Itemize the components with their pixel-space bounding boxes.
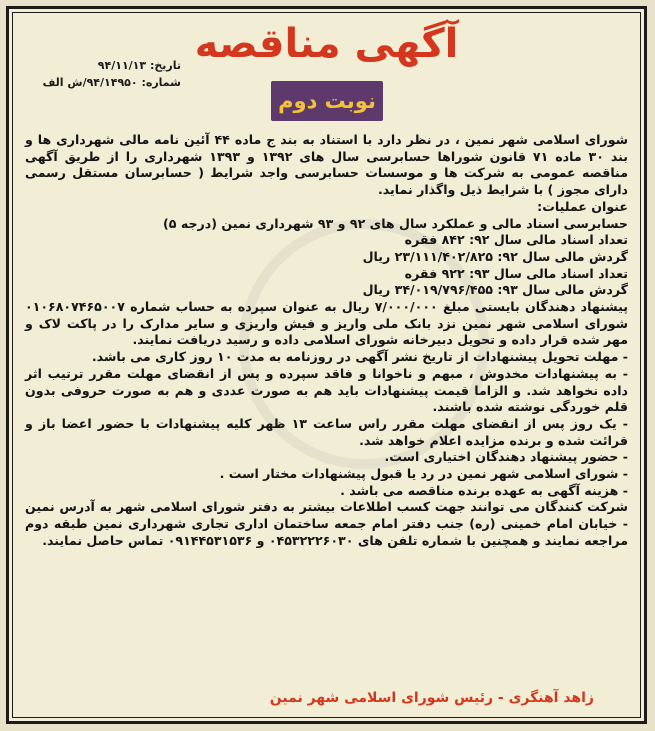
deposit-paragraph: پیشنهاد دهندگان بایستی مبلغ ۷/۰۰۰/۰۰۰ ریال به عنوان سپرده به حساب شماره ۰۱۰۶۸۰۷۴۶۵۰۰۷ شورای اسلامی شهر نمین نزد بانک ملی واریز و فیش واریزی و سایر مدارک را در پاکت لاک و مهر شده قرار داده و تحویل دبیرخانه شورای اسلامی داده و رسید دریافت نمایند. — [25, 299, 628, 348]
notice-meta — [31, 57, 181, 91]
notice-number: شماره: ۹۴/۱۴۹۵۰/ش الف — [42, 76, 181, 89]
condition-invalid-bids: - به پیشنهادات مخدوش ، مبهم و ناخوانا و فاقد سپرده و پس از انقضای مهلت مقرر ترتیب اثر داده نخواهد شد. و الزاما قیمت پیشنهادات باید هم به صورت عددی و هم به صورت حروفی بدون قلم خوردگی نوشته شده باشند. — [25, 365, 628, 415]
docs-count-92: تعداد اسناد مالی سال ۹۲: ۸۴۲ فقره — [404, 232, 628, 248]
notice-body — [25, 132, 628, 550]
intro-paragraph: شورای اسلامی شهر نمین ، در نظر دارد با استناد به بند ج ماده ۴۴ آئین نامه مالی شهرداری ها و بند ۳۰ ماده ۷۱ قانون شوراها حسابرسی سال های ۱۳۹۲ و ۱۳۹۳ شهرداری را از طریق آگهی مناقصه عمومی به شرکت ها و موسسات حسابرسی واجد شرایط ( حسابرسان مستقل رسمی دارای مجوز ) با شرایط ذیل واگذار نماید. — [25, 132, 628, 198]
condition-council-right: - شورای اسلامی شهر نمین در رد یا قبول پیشنهادات مختار است . — [219, 466, 628, 482]
notice-title: آگهی مناقصه — [194, 21, 459, 67]
docs-count-93: تعداد اسناد مالی سال ۹۳: ۹۲۲ فقره — [404, 265, 628, 281]
operation-title: حسابرسی اسناد مالی و عملکرد سال های ۹۲ و ۹۳ شهرداری نمین (درجه ۵) — [162, 215, 628, 231]
contact-paragraph: شرکت کنندگان می توانند جهت کسب اطلاعات بیشتر به دفتر شورای اسلامی شهر به آدرس نمین - خیابان امام خمینی (ره) جنب دفتر امام جمعه ساختمان اداری تجاری شهرداری نمین طبقه دوم مراجعه نمایند و همچنین با شماره تلفن های ۰۴۵۳۲۲۲۶۰۳۰ و ۰۹۱۴۴۵۳۱۵۳۶ تماس حاصل نمایند. — [25, 499, 628, 548]
turnover-93: گردش مالی سال ۹۳: ۳۴/۰۱۹/۷۹۶/۴۵۵ ریال — [362, 282, 628, 298]
round-badge: نوبت دوم — [271, 81, 383, 121]
signature: زاهد آهنگری - رئیس شورای اسلامی شهر نمین — [269, 690, 594, 706]
tender-notice — [6, 6, 647, 724]
notice-date: تاریخ: ۹۴/۱۱/۱۳ — [97, 59, 181, 72]
condition-opening: - یک روز پس از انقضای مهلت مقرر راس ساعت ۱۳ ظهر کلیه پیشنهادات با حضور اعضا باز و قرائت شده و برنده مزایده اعلام خواهد شد. — [25, 415, 628, 448]
condition-deadline: - مهلت تحویل پیشنهادات از تاریخ نشر آگهی در روزنامه به مدت ۱۰ روز کاری می باشد. — [91, 349, 628, 365]
turnover-92: گردش مالی سال ۹۲: ۲۳/۱۱۱/۴۰۲/۸۲۵ ریال — [362, 248, 628, 264]
condition-ad-cost: - هزینه آگهی به عهده برنده مناقصه می باشد . — [340, 482, 628, 498]
operations-heading: عنوان عملیات: — [537, 198, 628, 214]
condition-attendance: - حضور پیشنهاد دهندگان اختیاری است. — [384, 449, 628, 465]
